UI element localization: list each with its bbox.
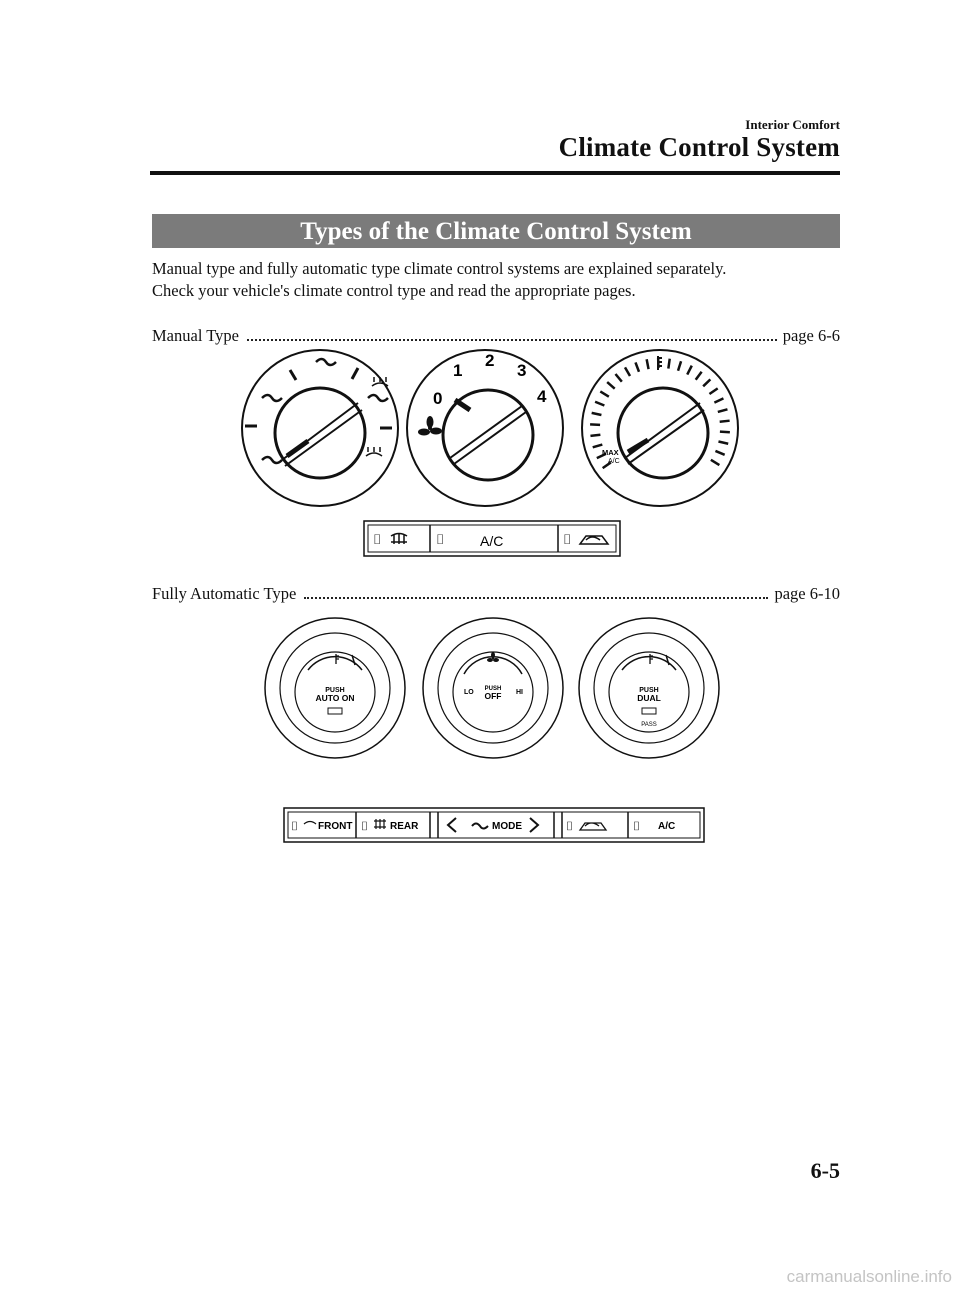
toc-manual-label: Manual Type <box>152 326 239 345</box>
ac-button-label: A/C <box>658 821 676 832</box>
temperature-dial <box>582 350 738 506</box>
mode-dial <box>242 350 398 506</box>
max-ac-sublabel: A/C <box>608 458 620 465</box>
fan-speed-1: 1 <box>453 361 463 380</box>
rear-button-label: REAR <box>390 821 419 832</box>
fan-off-label: OFF <box>484 691 502 701</box>
fan-hi-label: HI <box>516 689 523 696</box>
auto-button-strip <box>284 808 704 842</box>
max-ac-label: MAX <box>602 448 619 457</box>
toc-auto-page[interactable]: page 6-10 <box>774 584 840 603</box>
intro-line-1: Manual type and fully automatic type climate control systems are explained separately. <box>152 259 727 278</box>
fan-off-dial[interactable] <box>423 618 563 758</box>
temperature-tick <box>720 421 730 422</box>
intro-paragraph <box>152 258 842 302</box>
ac-button-label: A/C <box>480 533 504 549</box>
fan-speed-3: 3 <box>517 361 527 380</box>
dual-label: DUAL <box>637 693 661 703</box>
fan-off-push: PUSH <box>484 686 502 692</box>
fan-speed-4: 4 <box>537 387 547 406</box>
page-number: 6-5 <box>810 1158 840 1183</box>
fan-speed-0: 0 <box>433 389 443 408</box>
svg-text:⌷: ⌷ <box>361 819 369 833</box>
dual-indicator <box>642 708 656 714</box>
dual-dial[interactable] <box>579 618 719 758</box>
temperature-tick <box>720 432 730 433</box>
section-banner: Types of the Climate Control System <box>152 214 840 248</box>
toc-manual-page[interactable]: page 6-6 <box>782 326 840 345</box>
auto-on-label: AUTO ON <box>315 693 355 703</box>
fan-speed-2: 2 <box>485 351 495 370</box>
toc-manual[interactable] <box>152 324 840 346</box>
auto-on-indicator <box>328 708 342 714</box>
section-kicker: Interior Comfort <box>745 117 840 132</box>
rear-defrost-icon <box>391 534 407 545</box>
chapter-title: Climate Control System <box>558 132 840 162</box>
toc-leader <box>247 338 777 341</box>
rear-defrost-icon <box>374 819 386 829</box>
svg-text:⌷: ⌷ <box>633 819 641 833</box>
temperature-tick <box>590 435 600 436</box>
svg-text:⌷: ⌷ <box>291 819 299 833</box>
temperature-tick <box>590 424 600 425</box>
svg-text:⌷: ⌷ <box>373 531 382 547</box>
manual-button-strip <box>364 521 620 556</box>
auto-on-push: PUSH <box>325 687 345 694</box>
temperature-tick <box>668 359 669 369</box>
header-rule <box>150 171 840 175</box>
svg-text:⌷: ⌷ <box>566 819 574 833</box>
fan-speed-dial <box>407 350 563 506</box>
manual-panel-illustration <box>240 348 740 568</box>
auto-on-dial <box>265 618 405 758</box>
toc-leader <box>304 596 768 599</box>
mode-button-label: MODE <box>492 821 522 832</box>
pass-label: PASS <box>641 722 657 728</box>
dual-push: PUSH <box>639 687 659 694</box>
auto-panel-illustration <box>260 608 720 848</box>
watermark: carmanualsonline.info <box>786 1267 952 1286</box>
svg-text:⌷: ⌷ <box>563 531 572 547</box>
fan-lo-label: LO <box>464 689 474 696</box>
toc-auto-label: Fully Automatic Type <box>152 584 297 603</box>
toc-auto[interactable] <box>152 582 840 604</box>
front-button-label: FRONT <box>318 821 353 832</box>
svg-text:⌷: ⌷ <box>436 531 445 547</box>
intro-line-2: Check your vehicle's climate control type and read the appropriate pages. <box>152 281 636 300</box>
